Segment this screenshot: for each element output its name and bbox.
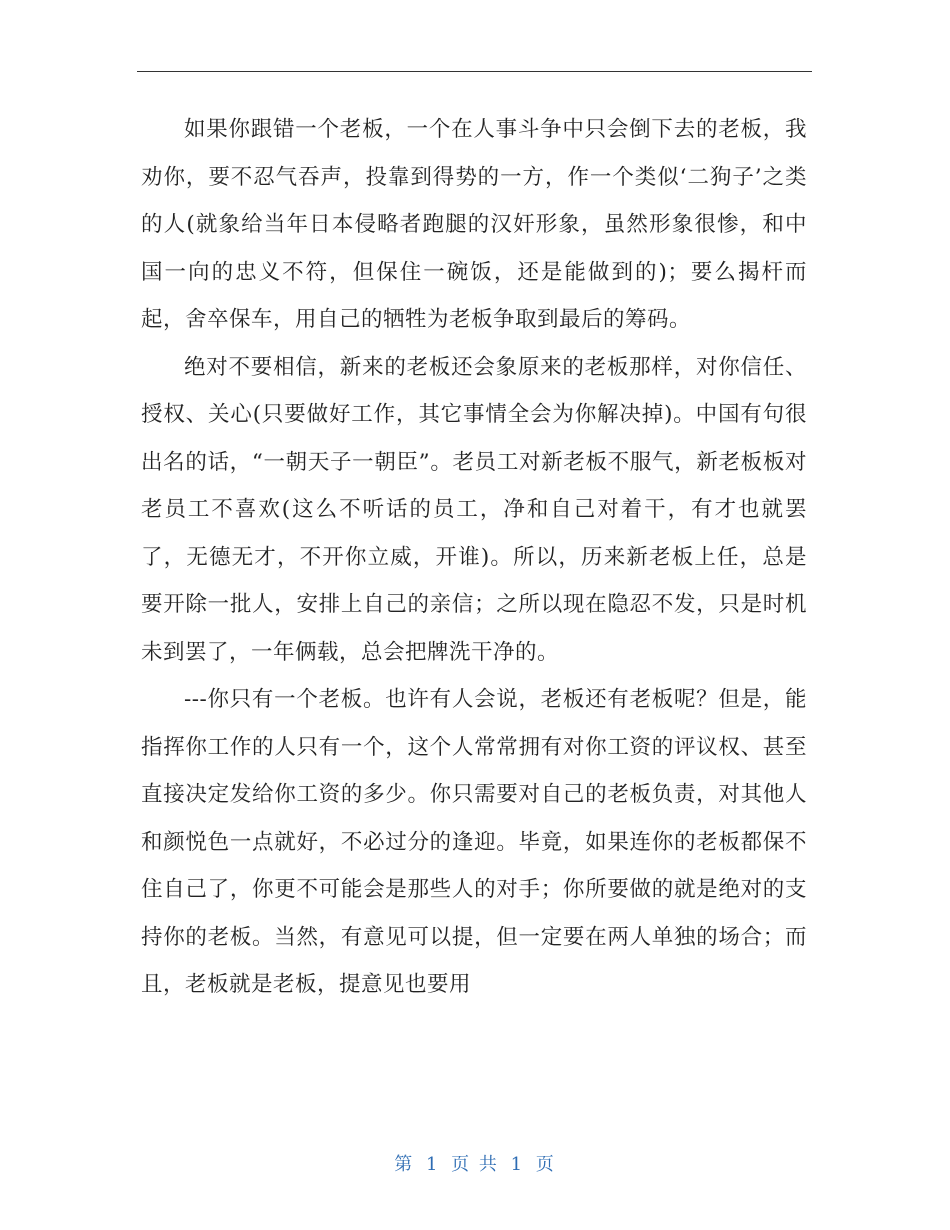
footer-prefix: 第 [394, 1154, 415, 1175]
footer-current-page: 1 [425, 1154, 440, 1175]
header-rule [137, 71, 812, 72]
footer-middle: 页 共 [451, 1154, 499, 1175]
paragraph-1: 如果你跟错一个老板，一个在人事斗争中只会倒下去的老板，我劝你，要不忍气吞声，投靠到得势的一方，作一个类似‘二狗子’之类的人(就象给当年日本侵略者跑腿的汉奸形象，虽然形象很惨，和中国一向的忠义不符，但保住一碗饭，还是能做到的)；要么揭杆而起，舍卒保车，用自己的牺牲为老板争取到最后的筹码。 [141, 117, 807, 332]
footer-total-pages: 1 [510, 1154, 525, 1175]
document-body [141, 106, 807, 1009]
footer-suffix: 页 [535, 1154, 556, 1175]
paragraph-3: ---你只有一个老板。也许有人会说，老板还有老板呢？但是，能指挥你工作的人只有一个，这个人常常拥有对你工资的评议权、甚至直接决定发给你工资的多少。你只需要对自己的老板负责，对其他人和颜悦色一点就好，不必过分的逢迎。毕竟，如果连你的老板都保不住自己了，你更不可能会是那些人的对手；你所要做的就是绝对的支持你的老板。当然，有意见可以提，但一定要在两人单独的场合；而且，老板就是老板，提意见也要用 [141, 687, 807, 997]
page-footer [0, 1150, 950, 1176]
paragraph-2: 绝对不要相信，新来的老板还会象原来的老板那样，对你信任、授权、关心(只要做好工作，其它事情全会为你解决掉)。中国有句很出名的话，“一朝天子一朝臣”。老员工对新老板不服气，新老板板对老员工不喜欢(这么不听话的员工，净和自己对着干，有才也就罢了，无德无才，不开你立威，开谁)。所以，历来新老板上任，总是要开除一批人，安排上自己的亲信；之所以现在隐忍不发，只是时机未到罢了，一年俩载，总会把牌洗干净的。 [141, 354, 807, 665]
